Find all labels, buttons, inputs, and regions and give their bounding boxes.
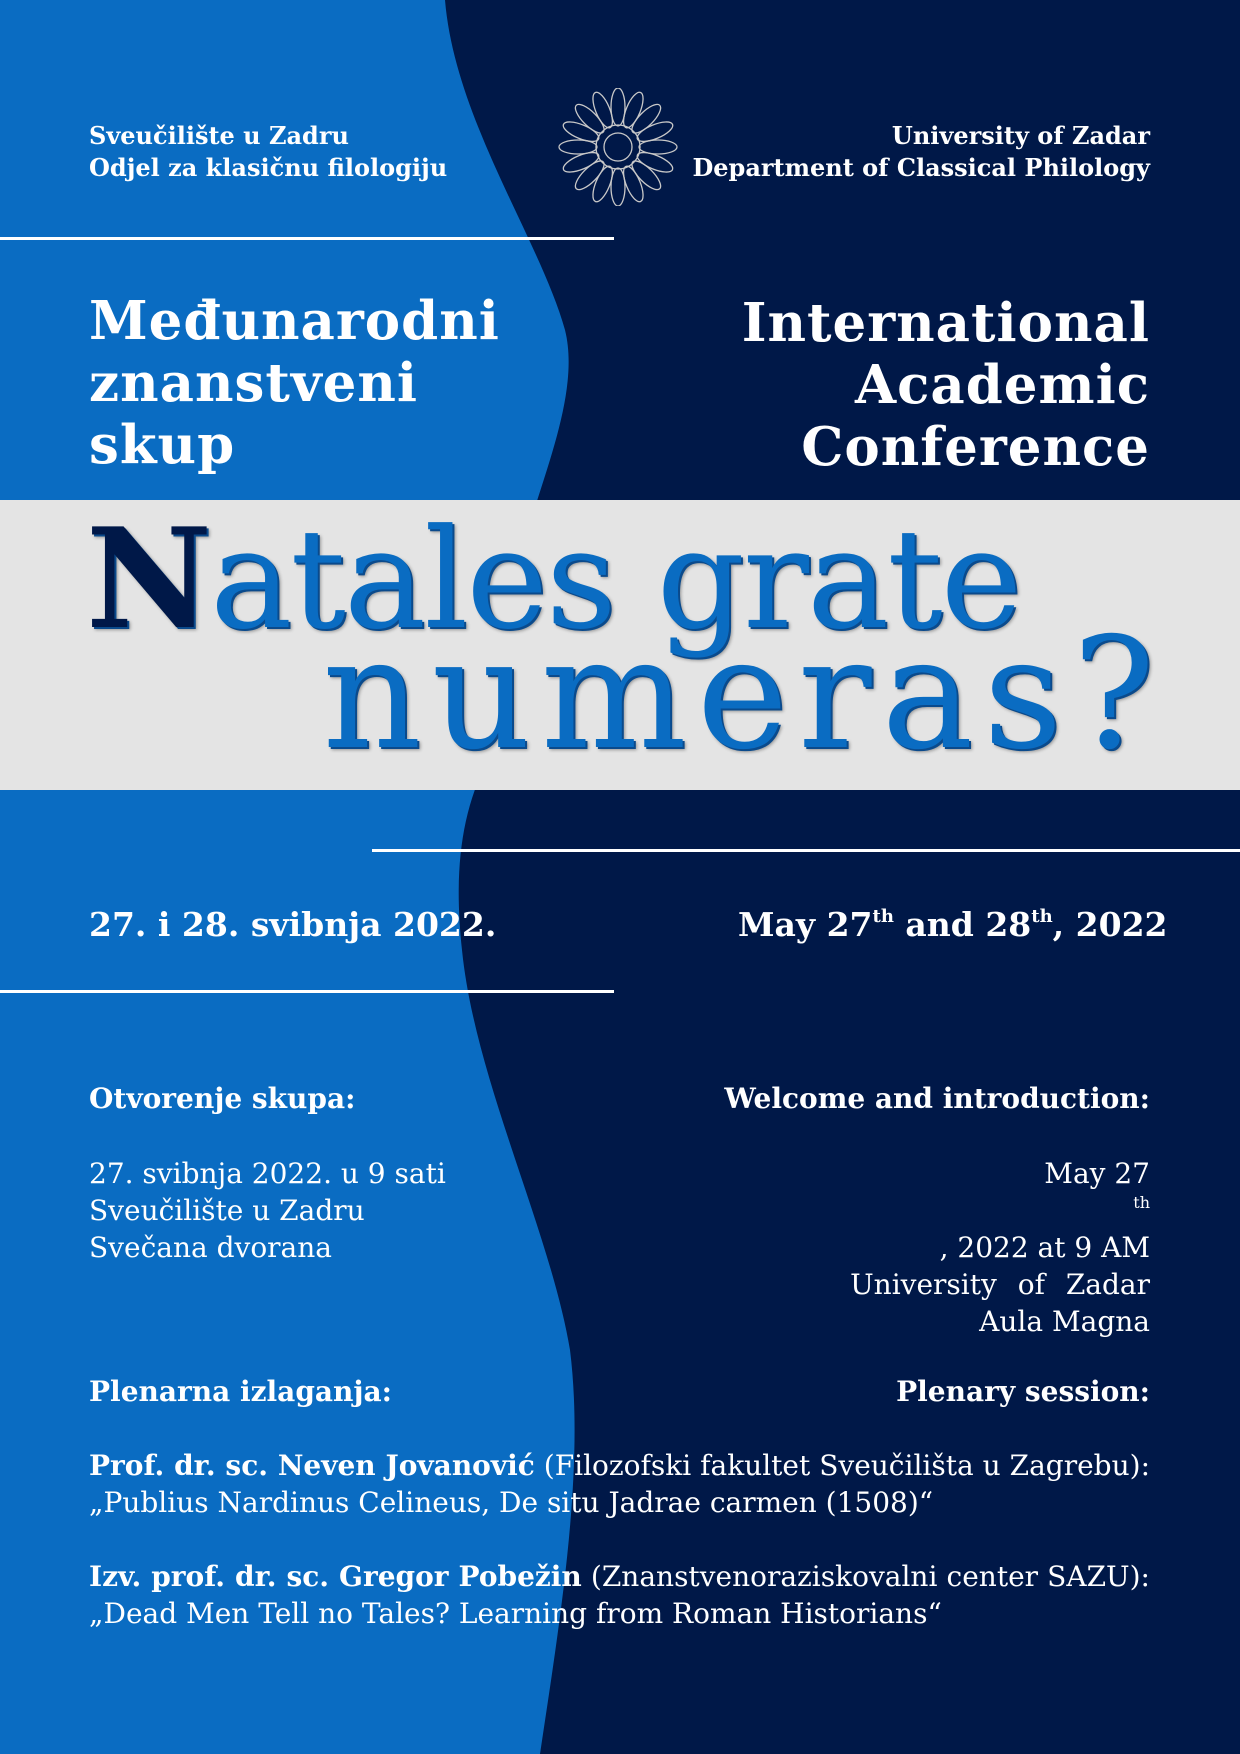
divider-middle <box>372 849 1240 852</box>
opening-details-left <box>89 1155 569 1266</box>
opening-right-line: University of Zadar <box>850 1268 1150 1301</box>
plenary-heading-left: Plenarna izlaganja: <box>89 1375 393 1408</box>
date-left: 27. i 28. svibnja 2022. <box>89 905 497 944</box>
header-right <box>650 120 1150 184</box>
date-right-ordinal: th <box>872 906 894 927</box>
opening-heading-right: Welcome and introduction: <box>724 1082 1150 1115</box>
talk-title: „Dead Men Tell no Tales? Learning from Roman Historians“ <box>89 1597 942 1630</box>
title-line-2: numeras? <box>322 605 1165 784</box>
plenary-talk <box>89 1447 1150 1521</box>
header-right-line: Department of Classical Philology <box>692 153 1150 182</box>
talk-speaker: Prof. dr. sc. Neven Jovanović <box>89 1449 535 1482</box>
date-right-part: , 2022 <box>1052 905 1168 944</box>
plenary-heading-right: Plenary session: <box>896 1375 1150 1408</box>
opening-right-ordinal: th <box>1133 1193 1150 1212</box>
date-right-ordinal: th <box>1031 906 1053 927</box>
conference-right-line: Conference <box>801 416 1150 478</box>
opening-left-line: Svečana dvorana <box>89 1231 332 1264</box>
conference-right-line: Academic <box>855 354 1150 416</box>
header-right-line: University of Zadar <box>891 121 1150 150</box>
talk-speaker-line <box>89 1447 1150 1484</box>
title-line-1-rest: atales grate <box>210 499 1021 660</box>
opening-right-line: Aula Magna <box>979 1305 1150 1338</box>
talk-affiliation: (Filozofski fakultet Sveučilišta u Zagrebu): <box>534 1449 1150 1482</box>
date-right <box>738 905 1168 945</box>
opening-right-line-1 <box>800 1155 1150 1266</box>
talk-title: „Publius Nardinus Celineus, De situ Jadrae carmen (1508)“ <box>89 1486 934 1519</box>
opening-heading-left: Otvorenje skupa: <box>89 1082 356 1115</box>
divider-top <box>0 237 614 240</box>
opening-left-line: 27. svibnja 2022. u 9 sati <box>89 1157 446 1190</box>
header-left <box>89 120 509 184</box>
date-right-part: May 27 <box>738 905 873 944</box>
header-left-line: Sveučilište u Zadru <box>89 121 349 150</box>
talk-affiliation: (Znanstvenoraziskovalni center SAZU): <box>581 1560 1150 1593</box>
opening-right-date-rest: , 2022 at 9 AM <box>939 1231 1150 1264</box>
opening-details-right <box>800 1155 1150 1340</box>
divider-lower <box>0 990 614 993</box>
plenary-talk <box>89 1558 1150 1632</box>
conference-left-line: znanstveni <box>89 352 419 414</box>
opening-left-line: Sveučilište u Zadru <box>89 1194 365 1227</box>
conference-right <box>650 292 1150 478</box>
talk-speaker-line <box>89 1558 1150 1595</box>
conference-left-line: Međunarodni <box>89 290 500 352</box>
opening-right-date: May 27 <box>1044 1157 1150 1190</box>
conference-left-line: skup <box>89 414 236 476</box>
date-right-part: and 28 <box>893 905 1032 944</box>
conference-left <box>89 290 569 476</box>
talk-speaker: Izv. prof. dr. sc. Gregor Pobežin <box>89 1560 582 1593</box>
conference-right-line: International <box>741 292 1150 354</box>
title-initial: N <box>86 497 211 660</box>
header-left-line: Odjel za klasičnu filologiju <box>89 153 448 182</box>
